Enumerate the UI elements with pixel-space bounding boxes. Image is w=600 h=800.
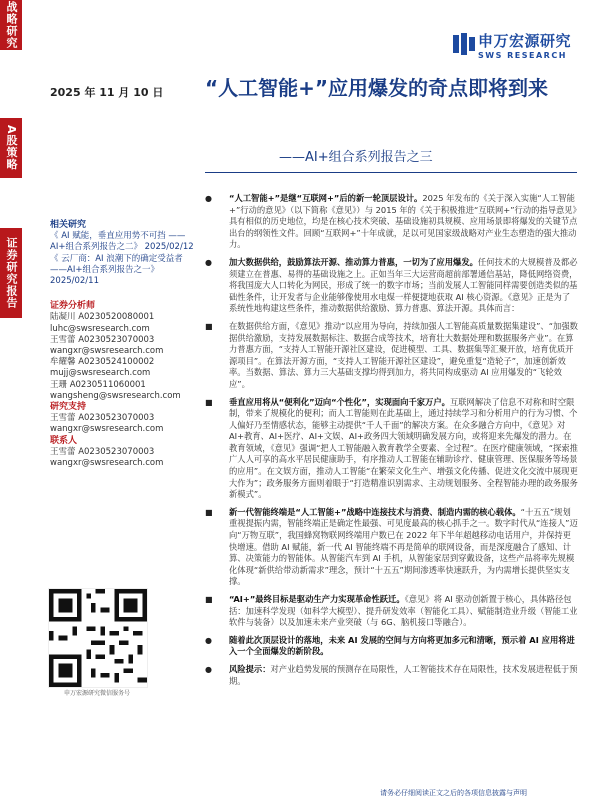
analyst-email[interactable]: wangsheng@swsresearch.com [50, 390, 181, 401]
paragraph-text: “十五五”规划重视提振内需，智能终端正是确定性最强、可见度最高的核心抓手之一。数字时代从“连接人”迈向“万物互联”，我国蜂窝物联网终端用户数已在 2022 年下半年超越移动电话用户，并保持更快增速。借助 AI 赋能，新一代 AI 智能终端不再是简单的联网设备，而是深度融合了感知、计算、决策能力的智能体。从智能汽车到 AI 手机，从智能家居到穿戴设备，这些产品将率先规模化体现“新供给带动新需求”理念，预计“十五五”期间渗透率快速跃升，为内需增长提供坚实支撑。 [229, 506, 578, 587]
analyst-line: 陆凝川 A0230520080001 [50, 312, 155, 323]
paragraph-lead: “AI+”最终目标是驱动生产力实现革命性跃迁。 [229, 594, 405, 604]
paragraph [205, 507, 578, 588]
paragraph [205, 635, 578, 658]
contact-line: 王雪蕾 A0230523070003 [50, 446, 155, 457]
analysts-heading: 证券分析师 [50, 301, 96, 312]
paragraph [205, 664, 578, 687]
qr-code-icon [48, 588, 148, 688]
paragraph-text: 在数据供给方面，《意见》推动“以应用为导向，持续加强人工智能高质量数据集建设”、“加强数据供给激励，支持发展数据标注、数据合成等技术，培育壮大数据处理和数据服务产业”。在算力普惠方面，“支持人工智能开源社区建设，促进模型、工具、数据集等汇聚开放，培育优质开源项目”。在算法开源方面，“支持人工智能开源社区建设”，避免重复“造轮子”，加速创新效率。当数据、算法、算力三大基础支撑均得到加力，将共同构成驱动 AI 应用爆发的“飞轮效应”。 [229, 320, 578, 389]
brand-logo [452, 30, 578, 66]
sidebar-tab-a-share: A股策略 [0, 118, 22, 178]
paragraph [205, 321, 578, 391]
analyst-line: 王珊 A0230511060001 [50, 379, 146, 390]
related-item[interactable]: 《 云厂商：AI 浪潮下的确定受益者——AI+组合系列报告之一》 2025/02/11 [50, 253, 183, 287]
bullet-icon: ■ [205, 595, 213, 604]
paragraph-lead: 新一代智能终端是“人工智能+”战略中连接技术与消费、制造内需的核心载体。 [229, 506, 521, 517]
bullet-icon: ● [205, 257, 212, 267]
bullet-icon: ■ [205, 397, 213, 407]
report-date: 2025 年 11 月 10 日 [50, 86, 164, 99]
logo-mark-icon [452, 32, 476, 56]
contact-email[interactable]: wangxr@swsresearch.com [50, 458, 164, 469]
analyst-email[interactable]: luhc@swsresearch.com [50, 323, 150, 334]
paragraph [205, 594, 578, 629]
brand-name-cn: 申万宏源研究 [478, 32, 572, 50]
paragraph-text: 任何技术的大规模普及都必须建立在普惠、易得的基础设施之上。正如当年三大运营商超前部署通信基站，降低网络资费，将我国庞大人口转化为网民，形成了统一的数字市场；当前发展人工智能同样需要创造类似的基础性条件，让开发者与企业能够像使用水电煤一样便捷地获取 AI 核心资源。《意见》正是为了系统性地构建这些条件，推动数据供给激励、算力普惠、算法开源。具体而言： [229, 256, 578, 314]
related-heading: 相关研究 [50, 220, 87, 230]
related-item[interactable]: 《 AI 赋能，垂直应用势不可挡 ——AI+组合系列报告之二》 2025/02/12 [50, 231, 194, 253]
analyst-email[interactable]: mujj@swsresearch.com [50, 368, 151, 379]
title-divider [205, 172, 577, 173]
brand-name-en: SWS RESEARCH [478, 51, 567, 60]
paragraph [205, 397, 578, 501]
support-heading: 研究支持 [50, 402, 87, 413]
sidebar [0, 0, 22, 800]
footer-disclaimer: 请务必仔细阅读正文之后的各项信息披露与声明 [380, 789, 527, 797]
left-column [50, 220, 198, 469]
report-title: “人工智能+”应用爆发的奇点即将到来 [205, 76, 549, 100]
bullet-icon: ■ [205, 321, 213, 331]
bullet-icon: ● [205, 194, 212, 203]
bullet-icon: ■ [205, 507, 213, 517]
risk-label: 风险提示： [229, 663, 271, 674]
qr-caption: 申万宏源研究微信服务号 [63, 690, 130, 697]
paragraph-lead: “人工智能+”是继“互联网+”后的新一轮顶层设计。 [229, 193, 423, 203]
support-line: 王雪蕾 A0230523070003 [50, 413, 155, 424]
report-body [205, 193, 578, 693]
bullet-icon: ● [205, 664, 212, 674]
analyst-line: 王雪蕾 A0230523070003 [50, 334, 155, 345]
bullet-icon: ● [205, 635, 212, 645]
sidebar-tab-strategy: 战略研究 [0, 0, 22, 50]
paragraph-lead: 加大数据供给，鼓励算法开源、推动算力普惠，一切为了应用爆发。 [229, 256, 478, 267]
paragraph [205, 257, 578, 315]
paragraph-lead: 随着此次顶层设计的落地，未来 AI 发展的空间与方向将更加多元和清晰，预示着 AI 应用将进入一个全面爆发的新阶段。 [229, 634, 575, 657]
paragraph-text: 《意见》将 AI 驱动创新置于核心，具体路径包括：加速科学发现（如科学大模型）、提升研发效率（智能化工具）、赋能制造业升级（智能工业软件与装备）以及加速未来产业突破（与 6G、脑机接口等融合）。 [229, 594, 578, 628]
paragraph-text: 互联网解决了信息不对称和时空限制，带来了规模化的便利；而人工智能则在此基础上，通过持续学习和分析用户的行为习惯、个人偏好乃至情感状态，能够主动提供“千人千面”的解决方案。在众多融合方向中，《意见》对 AI+教育、AI+医疗、AI+文娱、AI+政务四大领域明确发展方向，或将迎来先爆发的潜力。在教育领域，《意见》强调“把人工智能融入教育教学全要素、全过程”。在医疗健康领域，“探索推广人人可享的高水平居民健康助手，有序推动人工智能在辅助诊疗、健康管理、医保服务等场景的应用”。在文娱方面，推动人工智能“在繁荣文化生产、增强文化传播、促进文化交流中展现更大作为”；政务服务方面则着眼于“打造精准识别需求、主动规划服务、全程智能办理的政务服务新模式”。 [229, 396, 578, 500]
sidebar-tab-report: 证券研究报告 [0, 228, 22, 318]
contact-heading: 联系人 [50, 435, 78, 446]
analyst-line: 牟耀馨 A0230524100002 [50, 357, 155, 368]
paragraph [205, 193, 578, 251]
paragraph-lead: 垂直应用将从“便利化”迈向“个性化”，实现面向千家万户。 [229, 396, 450, 407]
support-email[interactable]: wangxr@swsresearch.com [50, 424, 164, 435]
analyst-email[interactable]: wangxr@swsresearch.com [50, 346, 164, 357]
risk-text: 对产业趋势发展的预测存在局限性，人工智能技术存在局限性，技术发展进程低于预期。 [229, 663, 578, 686]
paragraph-text: 2025 年发布的《关于深入实施“人工智能+”行动的意见》（以下简称《意见》）与 2015 年的《关于积极推进“互联网+”行动的指导意见》具有相似的历史地位，均是在核心技术突破、基础设施初具规模、应用场景即将爆发的关键节点出台的纲领性文件。回顾“互联网+”十年成就，足以可见国家级战略对产业生态塑造的强大推动力。 [229, 193, 578, 250]
report-subtitle: ——AI+组合系列报告之三 [279, 150, 433, 165]
